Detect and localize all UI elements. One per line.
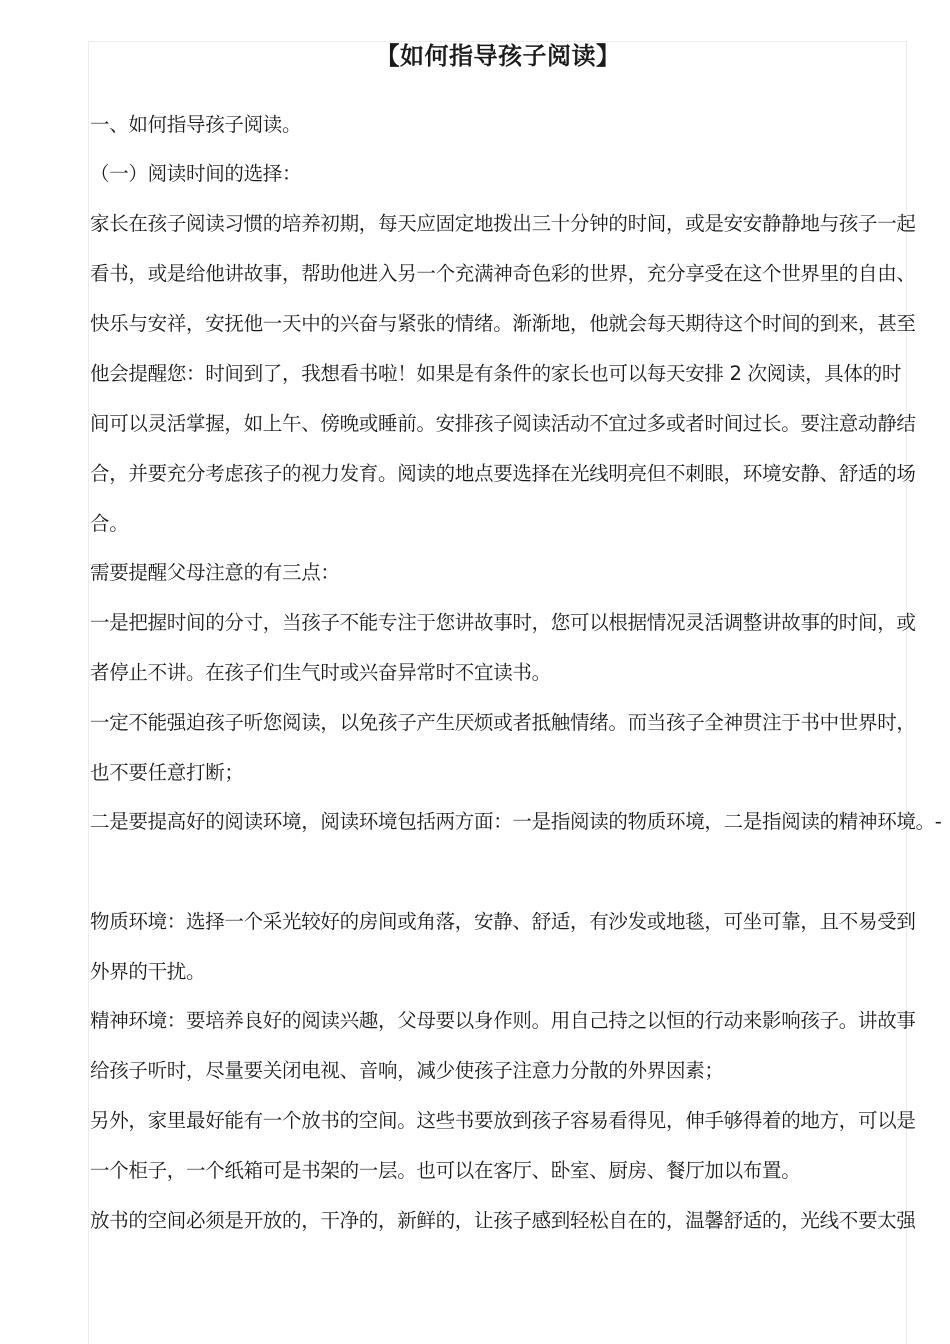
paragraph-line: 一定不能强迫孩子听您阅读，以免孩子产生厌烦或者抵触情绪。而当孩子全神贯注于书中世界时， <box>90 711 916 734</box>
paragraph-line: 精神环境：要培养良好的阅读兴趣，父母要以身作则。用自己持之以恒的行动来影响孩子。讲故事 <box>90 1009 916 1032</box>
paragraph-line: 放书的空间必须是开放的，干净的，新鲜的，让孩子感到轻松自在的，温馨舒适的，光线不要太强 <box>90 1209 916 1232</box>
paragraph-line: 一是把握时间的分寸，当孩子不能专注于您讲故事时，您可以根据情况灵活调整讲故事的时间，或 <box>90 611 916 634</box>
subheading-reading-time: （一）阅读时间的选择： <box>90 162 302 185</box>
paragraph-line: 看书，或是给他讲故事，帮助他进入另一个充满神奇色彩的世界，充分享受在这个世界里的自由、 <box>90 262 916 285</box>
paragraph-line: 给孩子听时，尽量要关闭电视、音响，减少使孩子注意力分散的外界因素； <box>90 1059 724 1082</box>
heading-section-1: 一、如何指导孩子阅读。 <box>90 113 302 136</box>
paragraph-line: 也不要任意打断； <box>90 761 244 784</box>
document-title: 【如何指导孩子阅读】 <box>375 42 621 70</box>
paragraph-line: 间可以灵活掌握，如上午、傍晚或睡前。安排孩子阅读活动不宜过多或者时间过长。要注意动静结 <box>90 412 916 435</box>
paragraph-line: 外界的干扰。 <box>90 960 206 983</box>
paragraph-line: 合，并要充分考虑孩子的视力发育。阅读的地点要选择在光线明亮但不刺眼，环境安静、舒适的场 <box>90 462 916 485</box>
paragraph-line: 合。 <box>90 512 129 535</box>
paragraph-line: 一个柜子，一个纸箱可是书架的一层。也可以在客厅、卧室、厨房、餐厅加以布置。 <box>90 1159 801 1182</box>
paragraph-line: 他会提醒您：时间到了，我想看书啦！如果是有条件的家长也可以每天安排 2 次阅读，具体的时 <box>90 362 902 385</box>
paragraph-line: 快乐与安祥，安抚他一天中的兴奋与紧张的情绪。渐渐地，他就会每天期待这个时间的到来，甚至 <box>90 312 916 335</box>
paragraph-line: 者停止不讲。在孩子们生气时或兴奋异常时不宜读书。 <box>90 661 551 684</box>
paragraph-line: 另外，家里最好能有一个放书的空间。这些书要放到孩子容易看得见，伸手够得着的地方，可以是 <box>90 1109 916 1132</box>
paragraph-line: 物质环境：选择一个采光较好的房间或角落，安静、舒适，有沙发或地毯，可坐可靠，且不易受到 <box>90 910 916 933</box>
paragraph-line: 二是要提高好的阅读环境，阅读环境包括两方面：一是指阅读的物质环境，二是指阅读的精神环境。- <box>90 810 942 833</box>
paragraph-line: 家长在孩子阅读习惯的培养初期，每天应固定地拨出三十分钟的时间，或是安安静静地与孩子一起 <box>90 212 916 235</box>
paragraph-line: 需要提醒父母注意的有三点： <box>90 561 340 584</box>
